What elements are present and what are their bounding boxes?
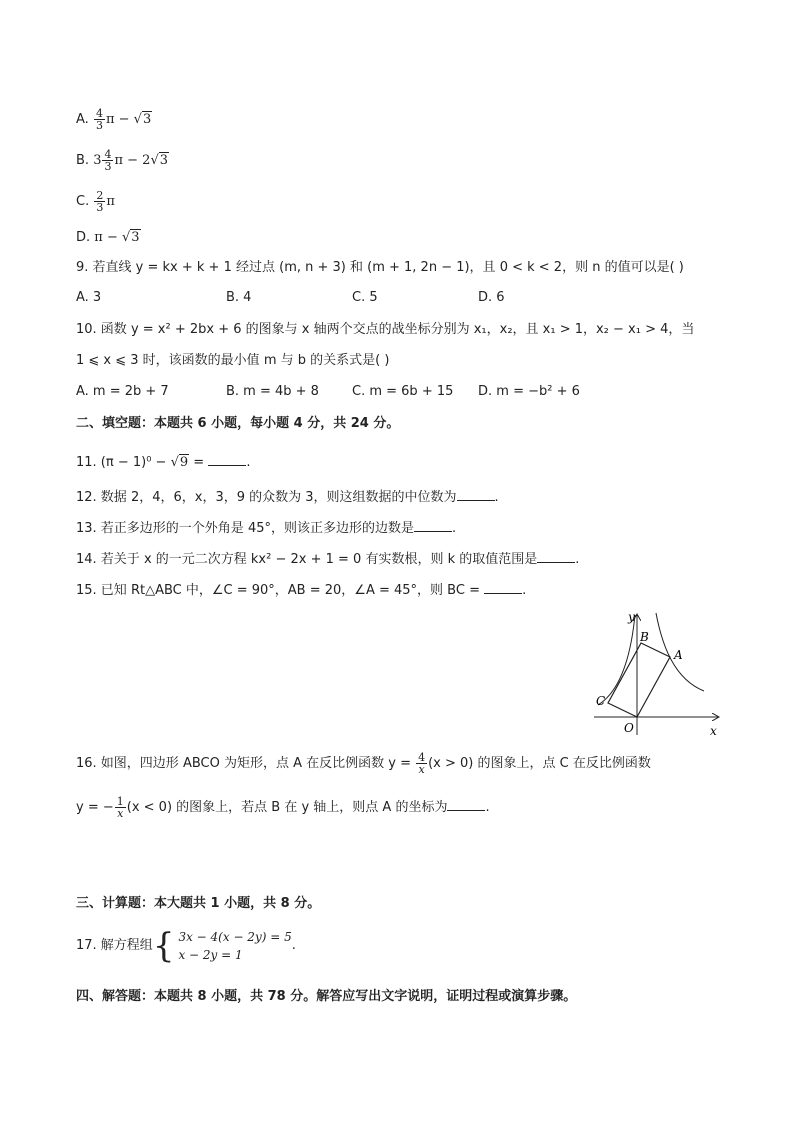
q14-answer-blank [537, 550, 575, 563]
q11-answer-blank [208, 453, 246, 466]
q12-answer-blank [457, 488, 495, 501]
q8-option-b: B. 3 $\frac{4}{3}$ π − 2√3 [76, 148, 169, 173]
q10-stem-line1: 10. 函数 y = x² + 2bx + 6 的图象与 x 轴两个交点的战坐标分别为 x₁，x₂，且 x₁ > 1，x₂ − x₁ > 4，当 [76, 322, 695, 337]
q9-option-b: B. 4 [226, 290, 252, 305]
q9-option-a: A. 3 [76, 290, 102, 305]
q15-answer-blank [484, 581, 522, 594]
q16-answer-blank [447, 798, 485, 811]
section-2-heading: 二、填空题：本题共 6 小题，每小题 4 分，共 24 分。 [76, 416, 400, 431]
label-a: A [674, 648, 683, 662]
q13: 13. 若正多边形的一个外角是 45°，则该正多边形的边数是 . [76, 521, 457, 536]
system-brace: { [152, 926, 175, 966]
q16-line2: y = − $\frac{1}{x}$ (x < 0) 的图象上，若点 B 在 y 轴上，则点 A 的坐标为 . [76, 795, 490, 820]
section-3-heading: 三、计算题：本大题共 1 小题，共 8 分。 [76, 896, 321, 911]
q10-option-d: D. m = −b² + 6 [478, 384, 580, 399]
q9-option-c: C. 5 [352, 290, 378, 305]
section-4-heading: 四、解答题：本题共 8 小题，共 78 分。解答应写出文字说明，证明过程或演算步骤。 [76, 989, 577, 1004]
label-x: x [710, 724, 717, 738]
hyperbola-left-branch [598, 615, 635, 705]
rectangle-abco [608, 643, 670, 717]
q14: 14. 若关于 x 的一元二次方程 kx² − 2x + 1 = 0 有实数根，则 k 的取值范围是 . [76, 552, 580, 567]
q10-stem-line2: 1 ⩽ x ⩽ 3 时，该函数的最小值 m 与 b 的关系式是( ) [76, 353, 390, 368]
q10-option-b: B. m = 4b + 8 [226, 384, 319, 399]
q17: 17. 解方程组{ 3x − 4(x − 2y) = 5 x − 2y = 1 . [76, 926, 296, 966]
label-b: B [640, 630, 649, 644]
label-c: C [596, 694, 606, 708]
q12: 12. 数据 2，4，6，x，3，9 的众数为 3，则这组数据的中位数为 . [76, 490, 499, 505]
q10-option-c: C. m = 6b + 15 [352, 384, 454, 399]
q15: 15. 已知 Rt△ABC 中，∠C = 90°，AB = 20，∠A = 45°，则 BC = . [76, 583, 527, 598]
q10-option-a: A. m = 2b + 7 [76, 384, 169, 399]
q8-option-d: D. π − √3 [76, 230, 140, 245]
q13-answer-blank [414, 519, 452, 532]
label-o: O [624, 721, 634, 735]
q9-stem: 9. 若直线 y = kx + k + 1 经过点 (m, n + 3) 和 (m + 1, 2n − 1)，且 0 < k < 2，则 n 的值可以是( ) [76, 260, 684, 275]
q16-line1: 16. 如图，四边形 ABCO 为矩形，点 A 在反比例函数 y = $\frac{4}{x}$ (x > 0) 的图象上，点 C 在反比例函数 [76, 751, 651, 776]
q8-option-c: C. $\frac{2}{3}$ π [76, 189, 115, 214]
q9-option-d: D. 6 [478, 290, 505, 305]
label-y: y [628, 610, 635, 624]
q8-option-a: A. $\frac{4}{3}$ π − √3 [76, 107, 152, 132]
q11: 11. (π − 1)⁰ − √9 = . [76, 455, 251, 470]
q16-figure [588, 605, 728, 740]
